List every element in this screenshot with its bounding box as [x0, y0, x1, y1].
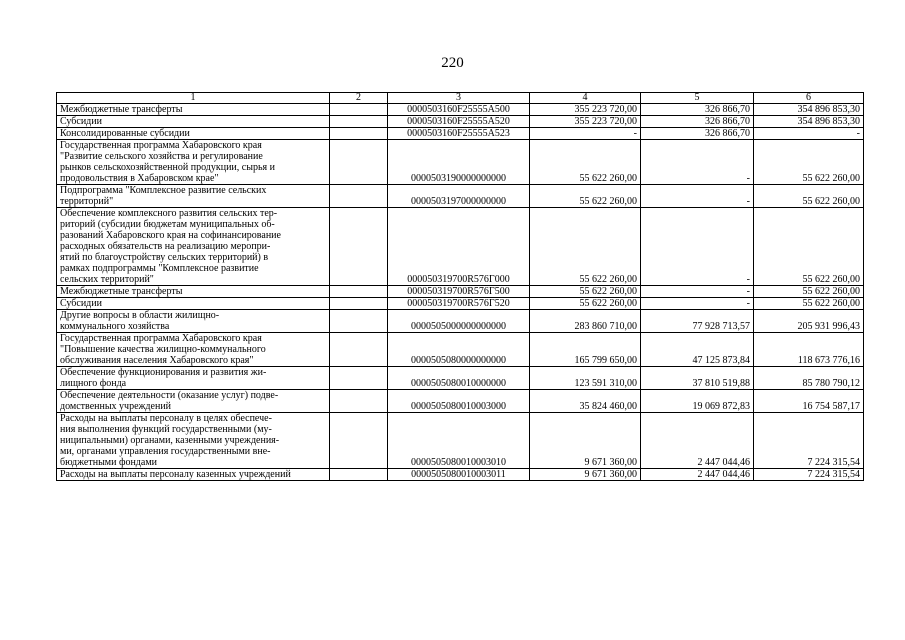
row-column-2 [330, 333, 388, 367]
row-column-2 [330, 413, 388, 469]
row-column-6: 16 754 587,17 [754, 390, 864, 413]
row-column-5: - [641, 140, 754, 185]
row-code: 0000505080000000000 [388, 333, 530, 367]
row-name [57, 413, 330, 469]
row-column-5: - [641, 298, 754, 310]
row-column-6: 55 622 260,00 [754, 298, 864, 310]
row-name-line: Обеспечение функционирования и развития жи- [60, 367, 267, 378]
row-column-2 [330, 104, 388, 116]
row-name-line: рамках подпрограммы "Комплексное развитие [60, 263, 259, 274]
row-code: 0000505080010003011 [388, 469, 530, 481]
row-name-line: ми, органами управления государственными вне- [60, 446, 271, 457]
row-column-6: - [754, 128, 864, 140]
row-column-5: 47 125 873,84 [641, 333, 754, 367]
row-name-line: Другие вопросы в области жилищно- [60, 310, 220, 321]
row-name [57, 286, 330, 298]
row-column-6: 55 622 260,00 [754, 286, 864, 298]
row-code: 0000505080010003000 [388, 390, 530, 413]
row-name [57, 310, 330, 333]
row-name [57, 469, 330, 481]
row-column-2 [330, 367, 388, 390]
column-header: 4 [530, 93, 641, 104]
column-header: 6 [754, 93, 864, 104]
row-column-6: 354 896 853,30 [754, 104, 864, 116]
row-name [57, 298, 330, 310]
table-row [57, 185, 864, 208]
row-column-5: - [641, 208, 754, 286]
row-code: 0000503197000000000 [388, 185, 530, 208]
row-name-line: Расходы на выплаты персоналу казенных учреждений [60, 469, 291, 480]
row-name [57, 367, 330, 390]
row-name-line: территорий" [60, 196, 114, 207]
row-name-line: коммунального хозяйства [60, 321, 170, 332]
row-name-line: ния выполнения функций государственными (му- [60, 424, 272, 435]
row-code: 0000505080010000000 [388, 367, 530, 390]
row-name [57, 140, 330, 185]
row-name-line: домственных учреждений [60, 401, 172, 412]
table-row [57, 367, 864, 390]
row-column-2 [330, 298, 388, 310]
table-row [57, 413, 864, 469]
row-column-6: 55 622 260,00 [754, 185, 864, 208]
column-header: 3 [388, 93, 530, 104]
row-column-5: 19 069 872,83 [641, 390, 754, 413]
row-column-4: - [530, 128, 641, 140]
row-name-line: разований Хабаровского края на софинансирование [60, 230, 281, 241]
row-column-6: 55 622 260,00 [754, 140, 864, 185]
row-name-line: бюджетными фондами [60, 457, 158, 468]
column-header: 5 [641, 93, 754, 104]
row-column-4: 123 591 310,00 [530, 367, 641, 390]
row-name-line: Расходы на выплаты персоналу в целях обеспече- [60, 413, 272, 424]
row-name [57, 208, 330, 286]
row-column-2 [330, 128, 388, 140]
row-name-line: "Повышение качества жилищно-коммунального [60, 344, 266, 355]
row-column-4: 9 671 360,00 [530, 469, 641, 481]
table-row [57, 310, 864, 333]
row-column-4: 355 223 720,00 [530, 116, 641, 128]
row-column-2 [330, 140, 388, 185]
row-column-6: 55 622 260,00 [754, 208, 864, 286]
table-row [57, 116, 864, 128]
row-name-line: риторий (субсидии бюджетам муниципальных об- [60, 219, 275, 230]
row-column-5: - [641, 185, 754, 208]
row-column-2 [330, 185, 388, 208]
row-name [57, 104, 330, 116]
row-name-line: рынков сельскохозяйственной продукции, сырья и [60, 162, 275, 173]
row-name-line: лищного фонда [60, 378, 127, 389]
table-row [57, 390, 864, 413]
row-name-line: Обеспечение комплексного развития сельских тер- [60, 208, 278, 219]
table-row [57, 128, 864, 140]
row-name [57, 185, 330, 208]
row-column-4: 55 622 260,00 [530, 298, 641, 310]
row-name [57, 390, 330, 413]
row-name-line: ниципальными) органами, казенными учреждения- [60, 435, 280, 446]
row-code: 0000503190000000000 [388, 140, 530, 185]
table-row [57, 208, 864, 286]
row-column-5: 2 447 044,46 [641, 469, 754, 481]
row-column-4: 35 824 460,00 [530, 390, 641, 413]
row-column-6: 118 673 776,16 [754, 333, 864, 367]
row-column-5: 326 866,70 [641, 116, 754, 128]
row-column-2 [330, 116, 388, 128]
row-column-4: 355 223 720,00 [530, 104, 641, 116]
budget-table [56, 92, 864, 481]
row-name [57, 128, 330, 140]
row-name-line: продовольствия в Хабаровском крае" [60, 173, 219, 184]
row-code: 0000505000000000000 [388, 310, 530, 333]
row-column-5: 77 928 713,57 [641, 310, 754, 333]
row-column-2 [330, 310, 388, 333]
row-column-6: 354 896 853,30 [754, 116, 864, 128]
row-column-5: - [641, 286, 754, 298]
row-column-4: 283 860 710,00 [530, 310, 641, 333]
row-name-line: сельских территорий" [60, 274, 154, 285]
row-name-line: ятий по благоустройству сельских территорий) в [60, 252, 269, 263]
row-code: 000050319700R576Г500 [388, 286, 530, 298]
row-code: 0000505080010003010 [388, 413, 530, 469]
table-row [57, 140, 864, 185]
row-code: 0000503160F25555A523 [388, 128, 530, 140]
row-code: 000050319700R576Г520 [388, 298, 530, 310]
row-name-line: Государственная программа Хабаровского края [60, 333, 262, 344]
row-name-line: Межбюджетные трансферты [60, 286, 183, 297]
row-column-2 [330, 469, 388, 481]
row-column-6: 7 224 315,54 [754, 413, 864, 469]
row-column-6: 85 780 790,12 [754, 367, 864, 390]
row-column-4: 55 622 260,00 [530, 185, 641, 208]
row-name-line: Обеспечение деятельности (оказание услуг) подве- [60, 390, 279, 401]
row-name-line: "Развитие сельского хозяйства и регулирование [60, 151, 263, 162]
row-column-2 [330, 286, 388, 298]
row-column-2 [330, 208, 388, 286]
page-number: 220 [441, 55, 464, 71]
table-row [57, 469, 864, 481]
column-header: 1 [57, 93, 330, 104]
table-row [57, 333, 864, 367]
row-name-line: Субсидии [60, 116, 102, 127]
row-column-6: 7 224 315,54 [754, 469, 864, 481]
row-column-2 [330, 390, 388, 413]
row-code: 0000503160F25555A500 [388, 104, 530, 116]
table-body [57, 104, 864, 481]
row-column-4: 55 622 260,00 [530, 140, 641, 185]
row-name [57, 116, 330, 128]
row-name-line: Субсидии [60, 298, 102, 309]
row-column-4: 55 622 260,00 [530, 208, 641, 286]
row-name [57, 333, 330, 367]
row-column-4: 165 799 650,00 [530, 333, 641, 367]
row-column-5: 2 447 044,46 [641, 413, 754, 469]
row-name-line: Консолидированные субсидии [60, 128, 190, 139]
row-name-line: Подпрограмма "Комплексное развитие сельских [60, 185, 267, 196]
row-column-4: 9 671 360,00 [530, 413, 641, 469]
row-code: 0000503160F25555A520 [388, 116, 530, 128]
table-header-row [57, 93, 864, 104]
table-row [57, 286, 864, 298]
table-row [57, 298, 864, 310]
row-code: 000050319700R576Г000 [388, 208, 530, 286]
row-name-line: Межбюджетные трансферты [60, 104, 183, 115]
row-column-5: 37 810 519,88 [641, 367, 754, 390]
row-name-line: Государственная программа Хабаровского края [60, 140, 262, 151]
row-column-5: 326 866,70 [641, 128, 754, 140]
row-column-6: 205 931 996,43 [754, 310, 864, 333]
table-row [57, 104, 864, 116]
row-column-5: 326 866,70 [641, 104, 754, 116]
row-column-4: 55 622 260,00 [530, 286, 641, 298]
row-name-line: расходных обязательств на реализацию меропри- [60, 241, 271, 252]
row-name-line: обслуживания населения Хабаровского края" [60, 355, 254, 366]
column-header: 2 [330, 93, 388, 104]
